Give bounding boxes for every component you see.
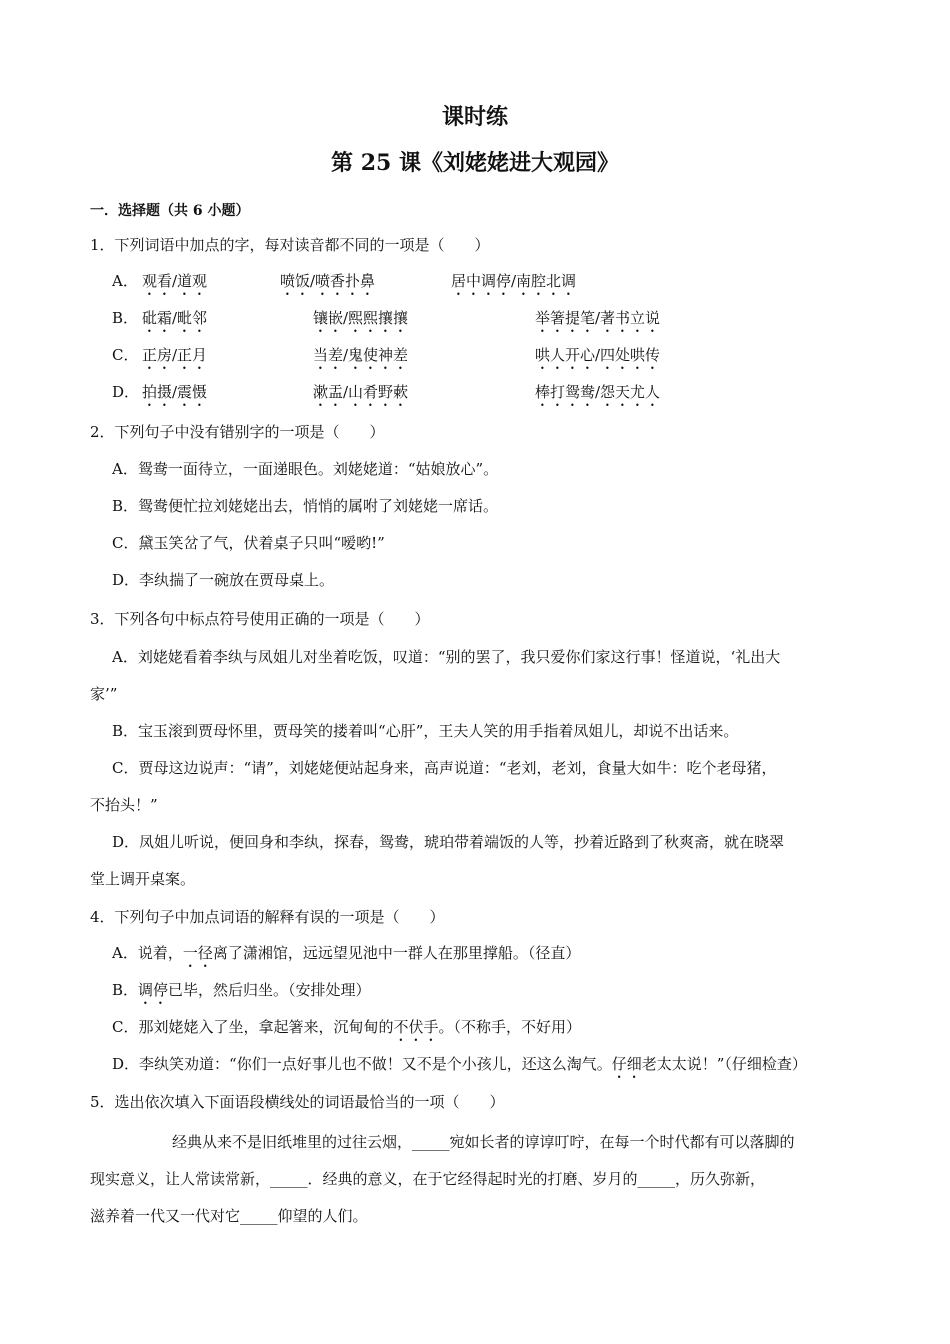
q5-passage-line2: 现实意义，让人常读常新，_____．经典的意义，在于它经得起时光的打磨、岁月的_____，历久弥新， [90,1170,766,1188]
q5-passage-line3: 滋养着一代又一代对它_____仰望的人们。 [90,1207,368,1225]
section-heading: 一．选择题（共 6 小题） [90,203,250,219]
q1-option-a-col1: 观看/道观 [142,272,208,290]
q1-option-c-col3: 哄人开心/四处哄传 [535,346,661,364]
q1-option-d-label: D． [112,383,140,401]
q3-option-c-line2: 不抬头！” [90,796,158,814]
lesson-title: 第 25 课《刘姥姥进大观园》 [331,150,619,176]
q1-option-a-col3: 居中调停/南腔北调 [451,272,577,290]
q2-option-b: B．鸳鸯便忙拉刘姥姥出去，悄悄的属咐了刘姥姥一席话。 [112,497,499,515]
q1-stem: 1．下列词语中加点的字，每对读音都不同的一项是（ ） [90,236,490,254]
q3-option-d-line2: 堂上调开桌案。 [90,870,196,888]
q1-option-b-col2: 镶嵌/熙熙攘攘 [313,309,409,327]
page-title: 课时练 [441,104,508,130]
q2-option-c: C．黛玉笑岔了气，伏着桌子只叫“嗳哟!” [112,534,385,552]
q2-stem: 2．下列句子中没有错别字的一项是（ ） [90,423,385,441]
q1-option-b-col1: 砒霜/毗邻 [142,309,208,327]
q3-stem: 3．下列各句中标点符号使用正确的一项是（ ） [90,610,430,628]
q4-option-d-pre: D．李纨笑劝道：“你们一点好事儿也不做！又不是个小孩儿，还这么淘气。 [112,1055,612,1073]
q3-option-a-line1: A．刘姥姥看着李纨与凤姐儿对坐着吃饭，叹道：“别的罢了，我只爱你们家这行事！怪道说，‘礼出大 [112,648,781,666]
q4-option-b-dotted: 调停 [138,981,169,999]
q3-option-b: B．宝玉滚到贾母怀里，贾母笑的搂着叫“心肝”，王夫人笑的用手指着凤姐儿，却说不出话来。 [112,722,739,740]
q1-option-c-label: C． [112,346,139,364]
q4-option-d [112,1053,807,1082]
q4-option-d-post: 老太太说！”（仔细检查） [641,1055,807,1073]
q4-option-d-dotted: 仔细 [611,1055,642,1073]
q4-option-b-post: 已毕，然后归坐。（安排处理） [168,981,371,999]
q1-option-a-label: A． [112,272,138,290]
q2-option-a: A．鸳鸯一面待立，一面递眼色。刘姥姥道：“姑娘放心”。 [112,460,499,478]
q5-stem: 5．选出依次填入下面语段横线处的词语最恰当的一项（ ） [90,1093,505,1111]
q1-option-c-col2: 当差/鬼使神差 [313,346,409,364]
q5-passage-line1: 经典从来不是旧纸堆里的过往云烟，_____宛如长者的谆谆叮咛，在每一个时代都有可以落脚的 [172,1133,795,1151]
q4-option-c [112,1016,581,1045]
q1-option-d-col2: 漱盂/山肴野蔌 [313,383,409,401]
q4-option-b [112,979,371,1008]
q3-option-d-line1: D．凤姐儿听说，便回身和李纨，探春，鸳鸯，琥珀带着端饭的人等，抄着近路到了秋爽斋，就在晓翠 [112,833,785,851]
q1-option-b-label: B． [112,309,139,327]
q1-option-d-col3: 棒打鸳鸯/怨天尤人 [535,383,661,401]
q1-option-c-col1: 正房/正月 [142,346,208,364]
q4-option-b-pre: B． [112,981,139,999]
q4-option-a-pre: A．说着， [112,944,183,962]
q4-option-c-pre: C．那刘姥姥入了坐，拿起箸来，沉甸甸的 [112,1018,394,1036]
q3-option-c-line1: C．贾母这边说声：“请”，刘姥姥便站起身来，高声说道：“老刘，老刘，食量大如牛：吃个老母猪， [112,759,777,777]
q4-option-c-dotted: 不伏手 [393,1018,439,1036]
q1-option-d-col1: 拍摄/震慑 [142,383,208,401]
q4-stem: 4．下列句子中加点词语的解释有误的一项是（ ） [90,908,445,926]
q4-option-a-post: 离了潇湘馆，远远望见池中一群人在那里撑船。（径直） [212,944,581,962]
q3-option-a-line2: 家’” [90,685,118,703]
q2-option-d: D．李纨揣了一碗放在贾母桌上。 [112,571,335,589]
q1-option-b-col3: 举箸提笔/著书立说 [535,309,661,327]
q4-option-c-post: 。（不称手，不好用） [438,1018,582,1036]
q4-option-a-dotted: 一径 [182,944,213,962]
q1-option-a-col2: 喷饭/喷香扑鼻 [280,272,376,290]
q4-option-a [112,942,580,971]
